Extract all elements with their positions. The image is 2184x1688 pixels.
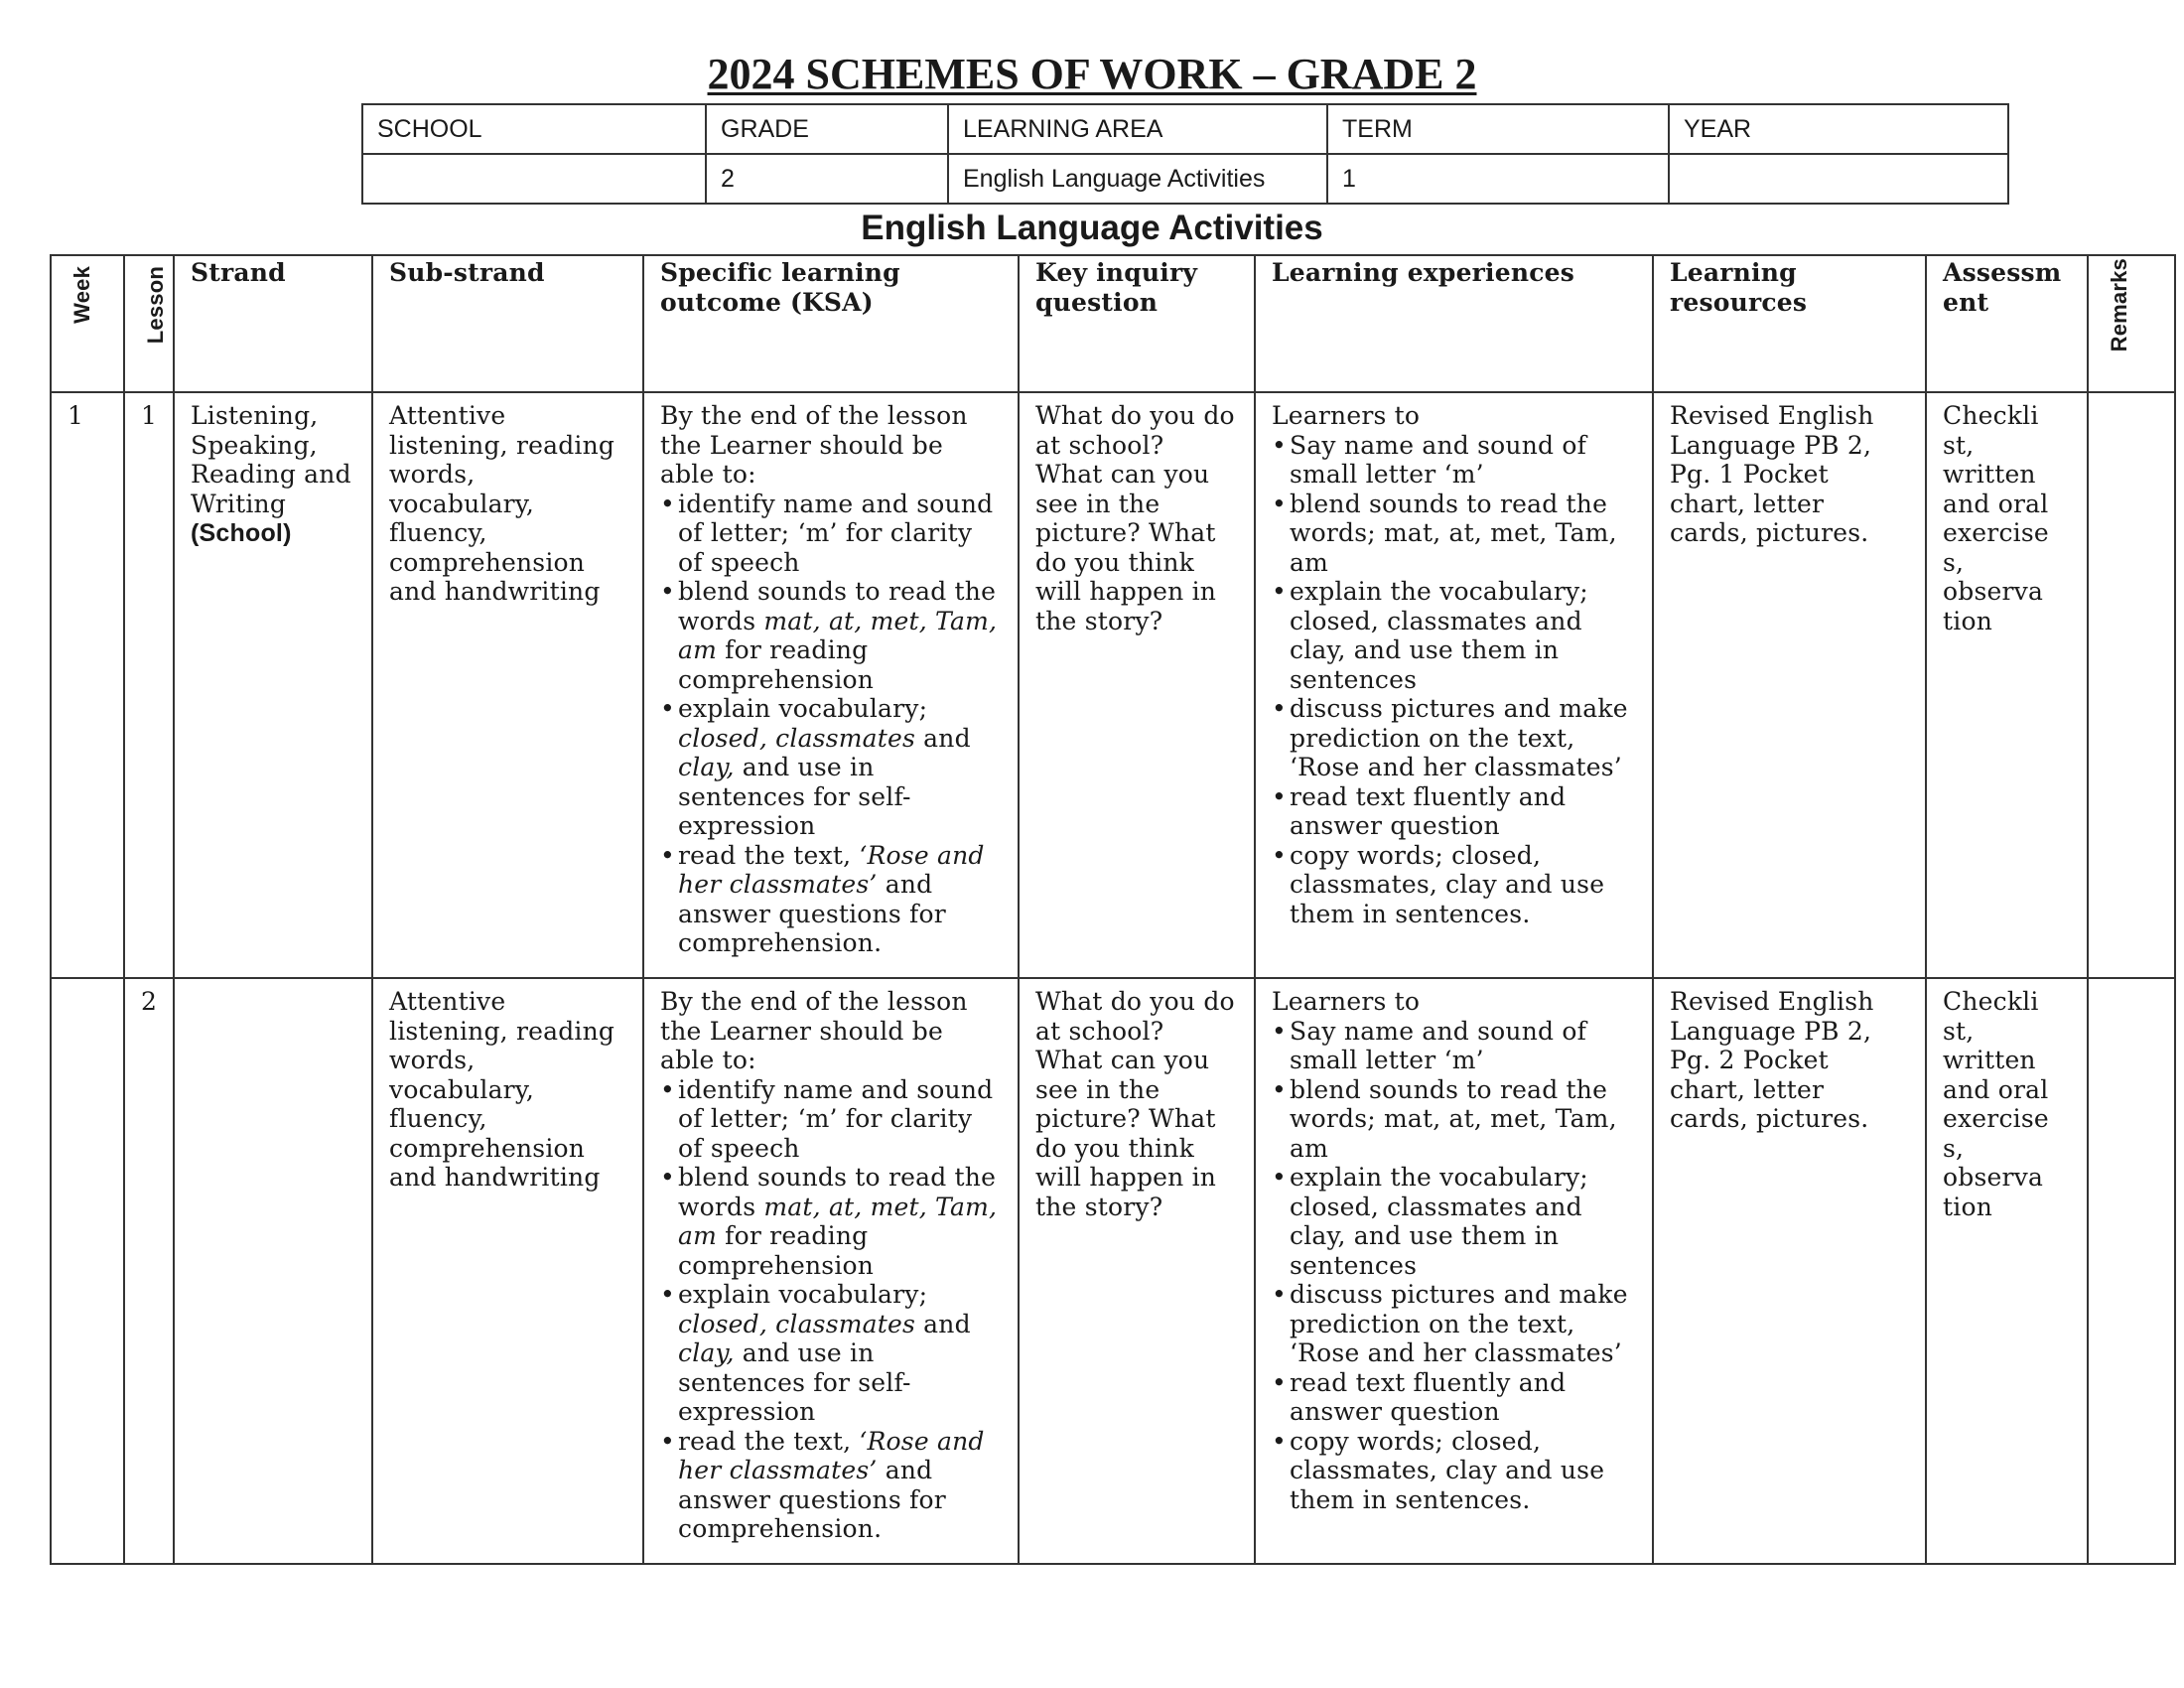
header-sub-strand: Sub-strand <box>372 255 643 392</box>
experiences-cell <box>1255 978 1653 1564</box>
header-resources: Learning resources <box>1653 255 1926 392</box>
lesson-cell: 2 <box>124 978 174 1564</box>
outcome-text: and <box>915 1309 971 1338</box>
header-outcome: Specific learning outcome (KSA) <box>643 255 1019 392</box>
outcome-text: read the text, <box>678 1426 860 1456</box>
header-inquiry: Key inquiry question <box>1019 255 1255 392</box>
info-header-year: YEAR <box>1669 104 2008 154</box>
experience-item: • copy words; closed, classmates, clay and use them in sentences. <box>1272 841 1636 929</box>
info-table <box>361 103 2009 205</box>
experiences-list <box>1272 431 1636 929</box>
outcome-item: • identify name and sound of letter; ‘m’ for clarity of speech <box>660 1075 1002 1164</box>
header-assessment: Assessm ent <box>1926 255 2088 392</box>
outcome-text: read the text, <box>678 840 860 870</box>
outcome-words: clay, <box>678 1338 735 1367</box>
experience-item: • blend sounds to read the words; mat, at, met, Tam, am <box>1272 490 1636 578</box>
outcome-text: and answer questions for comprehension. <box>678 1456 946 1543</box>
scheme-table <box>50 254 2176 1565</box>
header-remarks-text: Remarks <box>2107 258 2131 352</box>
info-header-row <box>362 104 2008 154</box>
remarks-cell <box>2088 392 2175 978</box>
outcome-text: blend sounds to read the words <box>678 1163 997 1221</box>
info-value-term: 1 <box>1327 154 1669 204</box>
outcome-cell <box>643 392 1019 978</box>
experiences-list <box>1272 1017 1636 1515</box>
outcome-words: closed, classmates <box>678 1309 916 1338</box>
outcome-intro: By the end of the lesson the Learner should be able to: <box>660 987 968 1074</box>
page-title-text: 2024 SCHEMES OF WORK – GRADE 2 <box>707 50 1477 98</box>
section-subtitle: English Language Activities <box>861 209 1323 247</box>
info-value-school <box>362 154 706 204</box>
assessment-cell: Checkli st, written and oral exercise s, observa tion <box>1926 392 2088 978</box>
experience-item: • read text fluently and answer question <box>1272 1368 1636 1427</box>
outcome-cell <box>643 978 1019 1564</box>
experience-item: • blend sounds to read the words; mat, at, met, Tam, am <box>1272 1075 1636 1164</box>
info-header-school: SCHOOL <box>362 104 706 154</box>
table-row <box>51 978 2175 1564</box>
outcome-list <box>660 1075 1002 1544</box>
strand-cell <box>174 392 372 978</box>
outcome-text: explain vocabulary; <box>678 694 928 723</box>
experience-item: • read text fluently and answer question <box>1272 782 1636 841</box>
header-remarks <box>2088 255 2175 392</box>
experiences-cell <box>1255 392 1653 978</box>
outcome-text: and use in sentences for self-expression <box>678 753 911 840</box>
outcome-text: blend sounds to read the words <box>678 577 997 635</box>
outcome-text: for reading comprehension <box>678 635 875 694</box>
experience-item: • discuss pictures and make prediction on the text, ‘Rose and her classmates’ <box>1272 1280 1636 1368</box>
header-experiences: Learning experiences <box>1255 255 1653 392</box>
header-lesson-text: Lesson <box>143 266 168 345</box>
sub-strand-cell: Attentive listening, reading words, vocabulary, fluency, comprehension and handwriting <box>372 978 643 1564</box>
experience-item: • Say name and sound of small letter ‘m’ <box>1272 431 1636 490</box>
info-header-grade: GRADE <box>706 104 948 154</box>
outcome-story-title: ‘Rose and her classmates’ <box>678 1426 985 1484</box>
outcome-item <box>660 577 1002 694</box>
remarks-cell <box>2088 978 2175 1564</box>
info-value-learning-area: English Language Activities <box>948 154 1327 204</box>
info-value-row <box>362 154 2008 204</box>
scheme-header-row <box>51 255 2175 392</box>
outcome-words: clay, <box>678 753 735 781</box>
strand-topic: (School) <box>191 519 292 547</box>
outcome-item <box>660 1163 1002 1280</box>
experience-item: • Say name and sound of small letter ‘m’ <box>1272 1017 1636 1075</box>
outcome-text: and answer questions for comprehension. <box>678 870 946 957</box>
lesson-cell: 1 <box>124 392 174 978</box>
outcome-words: closed, classmates <box>678 723 916 753</box>
outcome-item <box>660 1427 1002 1544</box>
outcome-list <box>660 490 1002 958</box>
inquiry-cell: What do you do at school? What can you see in the picture? What do you think will happen in the story? <box>1019 392 1255 978</box>
outcome-item <box>660 841 1002 958</box>
page-title <box>0 48 2184 101</box>
header-lesson <box>124 255 174 392</box>
outcome-item <box>660 694 1002 841</box>
outcome-text: explain vocabulary; <box>678 1280 928 1309</box>
experience-item: • explain the vocabulary; closed, classmates and clay, and use them in sentences <box>1272 1163 1636 1280</box>
outcome-text: and <box>915 723 971 753</box>
header-week <box>51 255 124 392</box>
resources-cell: Revised English Language PB 2, Pg. 1 Pocket chart, letter cards, pictures. <box>1653 392 1926 978</box>
experience-item: • copy words; closed, classmates, clay and use them in sentences. <box>1272 1427 1636 1515</box>
experiences-intro: Learners to <box>1272 401 1421 430</box>
inquiry-cell: What do you do at school? What can you see in the picture? What do you think will happen in the story? <box>1019 978 1255 1564</box>
info-header-learning-area: LEARNING AREA <box>948 104 1327 154</box>
table-row <box>51 392 2175 978</box>
outcome-story-title: ‘Rose and her classmates’ <box>678 840 985 899</box>
outcome-text: and use in sentences for self-expression <box>678 1338 911 1426</box>
week-cell: 1 <box>51 392 124 978</box>
resources-cell: Revised English Language PB 2, Pg. 2 Pocket chart, letter cards, pictures. <box>1653 978 1926 1564</box>
info-value-grade: 2 <box>706 154 948 204</box>
outcome-item: • identify name and sound of letter; ‘m’ for clarity of speech <box>660 490 1002 578</box>
sub-strand-cell: Attentive listening, reading words, vocabulary, fluency, comprehension and handwriting <box>372 392 643 978</box>
header-week-text: Week <box>69 266 94 324</box>
assessment-cell: Checkli st, written and oral exercise s, observa tion <box>1926 978 2088 1564</box>
strand-cell <box>174 978 372 1564</box>
outcome-text: for reading comprehension <box>678 1221 875 1280</box>
outcome-words: mat, at, met, Tam, am <box>678 1192 998 1250</box>
strand-text: Listening, Speaking, Reading and Writing <box>191 401 351 518</box>
experience-item: • discuss pictures and make prediction on the text, ‘Rose and her classmates’ <box>1272 694 1636 782</box>
experience-item: • explain the vocabulary; closed, classmates and clay, and use them in sentences <box>1272 577 1636 694</box>
header-strand: Strand <box>174 255 372 392</box>
experiences-intro: Learners to <box>1272 987 1421 1016</box>
outcome-intro: By the end of the lesson the Learner should be able to: <box>660 401 968 489</box>
outcome-words: mat, at, met, Tam, am <box>678 606 998 664</box>
outcome-item <box>660 1280 1002 1427</box>
info-header-term: TERM <box>1327 104 1669 154</box>
info-value-year <box>1669 154 2008 204</box>
week-cell <box>51 978 124 1564</box>
